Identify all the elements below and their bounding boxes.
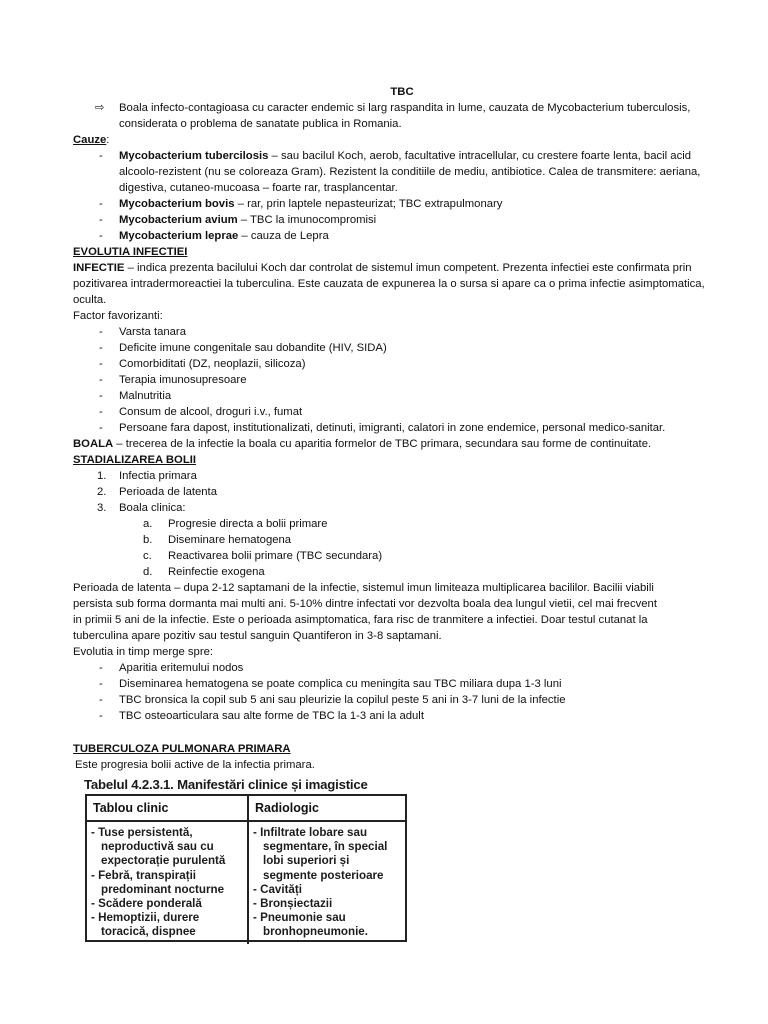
cause-item: [73, 212, 713, 228]
factor-item: [73, 356, 713, 372]
radiologic-item: - Bronșiectazii: [253, 897, 333, 911]
clinical-table: [85, 794, 407, 942]
evolution-heading: EVOLUTIA INFECTIEI: [73, 246, 188, 258]
staging-subtext: Progresie directa a bolii primare: [168, 518, 328, 530]
table-header-row: [87, 796, 405, 822]
staging-subitem: [73, 516, 713, 532]
course-list: [73, 660, 713, 724]
dash-marker: -: [99, 694, 103, 706]
document-title: TBC: [390, 86, 414, 98]
staging-subtext: Reactivarea bolii primare (TBC secundara): [168, 550, 383, 562]
table-body-row: [87, 822, 405, 944]
latency-line: in primii 5 ani de la infectie. Este o perioada asimptomatica, fara risc de tranmitere a infectiei. Doar testul cutanat la: [73, 614, 648, 626]
factors-list: [73, 324, 713, 436]
cause-text: – cauza de Lepra: [238, 230, 329, 242]
col-header-clinical: Tablou clinic: [87, 796, 249, 820]
radiologic-cell: [249, 822, 405, 944]
factor-text: Consum de alcool, droguri i.v., fumat: [119, 406, 303, 418]
clinical-item: - Hemoptizii, durere toracică, dispnee: [91, 911, 200, 939]
course-item: [73, 708, 713, 724]
cause-text: – TBC la imunocompromisi: [237, 214, 377, 226]
causes-heading: [73, 132, 713, 148]
dash-marker: -: [99, 230, 103, 242]
list-letter: c.: [143, 550, 152, 562]
scanned-table-image: [84, 776, 412, 946]
cause-name: Mycobacterium leprae: [119, 230, 239, 242]
course-text: TBC osteoarticulara sau alte forme de TBC la 1-3 ani la adult: [119, 710, 424, 722]
staging-subitem: [73, 564, 713, 580]
list-number: 1.: [97, 470, 107, 482]
cause-name: Mycobacterium avium: [119, 214, 238, 226]
primary-text: Este progresia bolii active de la infectia primara.: [75, 759, 315, 771]
cause-name: Mycobacterium tubercilosis: [119, 150, 269, 162]
arrow-icon: ⇨: [95, 102, 105, 114]
factor-item: [73, 340, 713, 356]
cause-text: – sau bacilul Koch, aerob, facultative intracellular, cu crestere foarte lenta, bacil acid alcoolo-rezistent (nu se coloreaza Gram). Rezistent la conditiile de mediu, antibiotice. Calea de transmitere: aeriana, digestiva, cutaneo-mucoasa – foarte rar, trasplancentar.: [119, 150, 701, 194]
course-item: [73, 676, 713, 692]
clinical-item: - Scădere ponderală: [91, 897, 202, 911]
staging-subitem: [73, 548, 713, 564]
disease-term: BOALA: [73, 438, 114, 450]
disease-paragraph: [73, 436, 713, 452]
course-text: TBC bronsica la copil sub 5 ani sau pleurizie la copilul peste 5 ani in 3-7 luni de la infectie: [119, 694, 566, 706]
primary-heading: TUBERCULOZA PULMONARA PRIMARA: [73, 743, 291, 755]
spacer: [73, 724, 713, 741]
causes-heading-text: Cauze: [73, 134, 107, 146]
course-text: Diseminarea hematogena se poate complica cu meningita sau TBC miliara dupa 1-3 luni: [119, 678, 562, 690]
clinical-cell: [87, 822, 249, 944]
factor-text: Deficite imune congenitale sau dobandite (HIV, SIDA): [119, 342, 387, 354]
cause-item: [73, 148, 713, 196]
staging-text: Infectia primara: [119, 470, 197, 482]
dash-marker: -: [99, 710, 103, 722]
factor-item: [73, 372, 713, 388]
staging-item: [73, 484, 713, 500]
factor-text: Terapia imunosupresoare: [119, 374, 247, 386]
dash-marker: -: [99, 342, 103, 354]
latency-line: persista sub forma dormanta mai multi ani. 5-10% dintre infectati vor dezvolta boala dea lungul vietii, cel mai frecvent: [73, 598, 657, 610]
clinical-item: - Tuse persistentă, neproductivă sau cu expectorație purulentă: [91, 826, 226, 868]
dash-marker: -: [99, 214, 103, 226]
staging-heading: STADIALIZAREA BOLII: [73, 454, 197, 466]
disease-text: – trecerea de la infectie la boala cu aparitia formelor de TBC primara, secundara sau forme de continuitate.: [113, 438, 652, 450]
course-item: [73, 692, 713, 708]
factor-item: [73, 420, 713, 436]
cause-name: Mycobacterium bovis: [119, 198, 235, 210]
course-item: [73, 660, 713, 676]
list-letter: d.: [143, 566, 153, 578]
factor-text: Malnutritia: [119, 390, 172, 402]
causes-list: [73, 148, 713, 244]
intro-item: [73, 100, 713, 132]
dash-marker: -: [99, 198, 103, 210]
table-caption: Tabelul 4.2.3.1. Manifestări clinice și imagistice: [84, 777, 368, 792]
staging-subtext: Reinfectie exogena: [168, 566, 265, 578]
staging-text: Boala clinica:: [119, 502, 186, 514]
course-text: Aparitia eritemului nodos: [119, 662, 244, 674]
dash-marker: -: [99, 326, 103, 338]
dash-marker: -: [99, 406, 103, 418]
dash-marker: -: [99, 390, 103, 402]
list-number: 3.: [97, 502, 107, 514]
factor-text: Varsta tanara: [119, 326, 186, 338]
list-letter: a.: [143, 518, 153, 530]
document-page: [73, 84, 713, 773]
col-header-radiologic: Radiologic: [255, 801, 319, 815]
radiologic-item: - Infiltrate lobare sau segmentare, în special lobi superiori și segmente posterioare: [253, 826, 388, 882]
radiologic-item: - Pneumonie sau bronhopneumonie.: [253, 911, 368, 939]
staging-text: Perioada de latenta: [119, 486, 217, 498]
course-label: Evolutia in timp merge spre:: [73, 646, 214, 658]
dash-marker: -: [99, 374, 103, 386]
list-number: 2.: [97, 486, 107, 498]
factors-label: Factor favorizanti:: [73, 310, 163, 322]
dash-marker: -: [99, 358, 103, 370]
factor-item: [73, 388, 713, 404]
factor-item: [73, 324, 713, 340]
radiologic-item: - Cavități: [253, 882, 302, 896]
dash-marker: -: [99, 422, 103, 434]
staging-item: [73, 468, 713, 484]
dash-marker: -: [99, 150, 103, 162]
intro-text: Boala infecto-contagioasa cu caracter endemic si larg raspandita in lume, cauzata de Mycobacterium tuberculosis, considerata o problema de sanatate publica in Romania.: [119, 102, 691, 130]
latency-line: Perioada de latenta – dupa 2-12 saptamani de la infectie, sistemul imun limiteaza multiplicarea bacililor. Bacilii viabili: [73, 582, 654, 594]
clinical-item: - Febră, transpirații predominant nocturne: [91, 868, 225, 896]
causes-colon: :: [106, 134, 110, 146]
infection-text: – indica prezenta bacilului Koch dar controlat de sistemul imun competent. Prezenta infectiei este confirmata prin pozitivarea intradermoreactiei la tuberculina. Este cauzata de expunerea la o sursa si apare ca o prima infectie asimptomatica, oculta.: [73, 262, 705, 306]
factor-item: [73, 404, 713, 420]
cause-item: [73, 196, 713, 212]
latency-line: tuberculina apare pozitiv sau testul sanguin Quantiferon in 3-8 saptamani.: [73, 630, 442, 642]
list-letter: b.: [143, 534, 153, 546]
cause-item: [73, 228, 713, 244]
infection-term: INFECTIE: [73, 262, 125, 274]
staging-item: [73, 500, 713, 516]
staging-list: [73, 468, 713, 580]
infection-paragraph: [73, 260, 713, 308]
staging-subitem: [73, 532, 713, 548]
dash-marker: -: [99, 678, 103, 690]
factor-text: Comorbiditati (DZ, neoplazii, silicoza): [119, 358, 306, 370]
staging-subtext: Diseminare hematogena: [168, 534, 292, 546]
dash-marker: -: [99, 662, 103, 674]
factor-text: Persoane fara dapost, institutionalizati, detinuti, imigranti, calatori in zone endemice, personal medico-sanitar.: [119, 422, 666, 434]
cause-text: – rar, prin laptele nepasteurizat; TBC extrapulmonary: [234, 198, 503, 210]
latency-paragraph: [73, 580, 713, 644]
